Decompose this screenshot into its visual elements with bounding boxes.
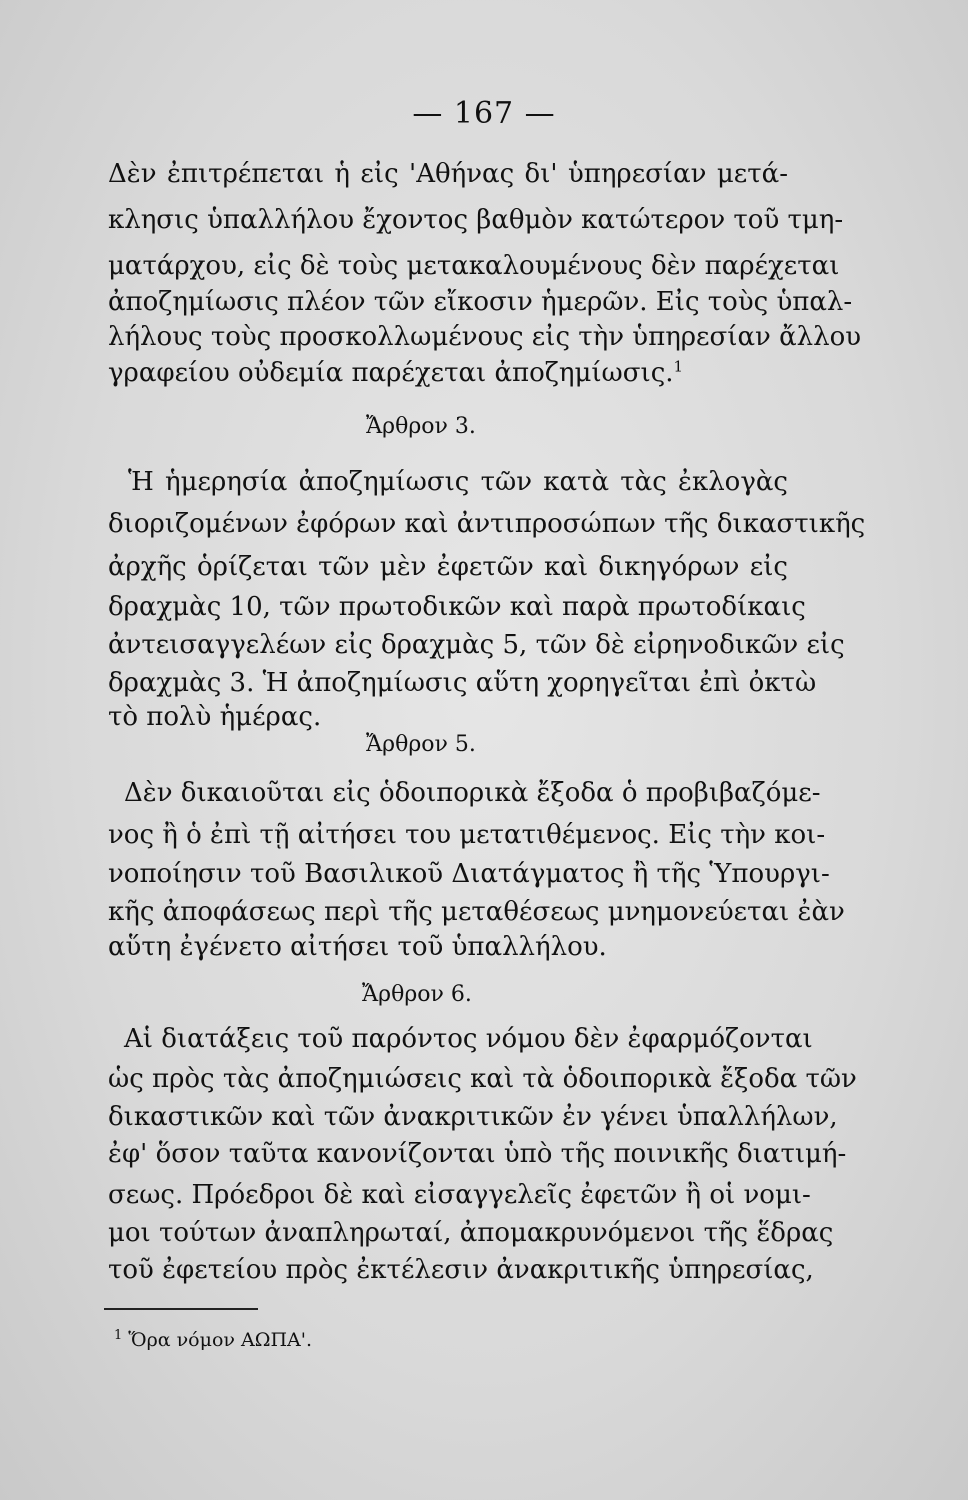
text-line: νος ἢ ὁ ἐπὶ τῇ αἰτήσει του μετατιθέμενος. Εἰς τὴν κοι- [108, 820, 826, 850]
text-line: ἀρχῆς ὁρίζεται τῶν μὲν ἐφετῶν καὶ δικηγόρων εἰς [108, 552, 788, 582]
text-line: αὕτη ἐγένετο αἰτήσει τοῦ ὑπαλλήλου. [108, 932, 607, 962]
text-line: γραφείου οὐδεμία παρέχεται ἀποζημίωσις. [108, 358, 674, 388]
text-line: σεως. Πρόεδροι δὲ καὶ εἰσαγγελεῖς ἐφετῶν ἢ οἱ νομι- [108, 1180, 811, 1210]
text-line: Δὲν δικαιοῦται εἰς ὁδοιπορικὰ ἔξοδα ὁ προβιβαζόμε- [124, 778, 821, 808]
text-line: κλησις ὑπαλλήλου ἔχοντος βαθμὸν κατώτερον τοῦ τμη- [108, 205, 844, 235]
page-number: — 167 — [412, 96, 556, 131]
text-line: δραχμὰς 10, τῶν πρωτοδικῶν καὶ παρὰ πρωτοδίκαις [108, 592, 806, 622]
footnote-mark: 1 [114, 1327, 123, 1343]
article-heading: Ἄρθρον 6. [362, 982, 472, 1007]
footnote [114, 1329, 312, 1351]
footnote-text: Ὅρα νόμον ΑΩΠΑ'. [128, 1329, 313, 1351]
article-heading: Ἄρθρον 5. [366, 732, 476, 757]
text-line: δραχμὰς 3. Ἡ ἀποζημίωσις αὕτη χορηγεῖται ἐπὶ ὀκτὼ [108, 668, 817, 698]
text-line: νοποίησιν τοῦ Βασιλικοῦ Διατάγματος ἢ τῆς Ὑπουργι- [108, 859, 830, 889]
text-line: ἀντεισαγγελέων εἰς δραχμὰς 5, τῶν δὲ εἰρηνοδικῶν εἰς [108, 630, 845, 660]
text-line: τὸ πολὺ ἡμέρας. [108, 702, 322, 732]
text-line: ἐφ' ὅσον ταῦτα κανονίζονται ὑπὸ τῆς ποινικῆς διατιμή- [108, 1139, 847, 1169]
text-line: Ἡ ἡμερησία ἀποζημίωσις τῶν κατὰ τὰς ἐκλογὰς [128, 467, 788, 497]
text-line: δικαστικῶν καὶ τῶν ἀνακριτικῶν ἐν γένει ὑπαλλήλων, [108, 1102, 838, 1132]
article-heading: Ἄρθρον 3. [366, 414, 476, 439]
text-line: ὡς πρὸς τὰς ἀποζημιώσεις καὶ τὰ ὁδοιπορικὰ ἔξοδα τῶν [108, 1064, 857, 1094]
text-line: κῆς ἀποφάσεως περὶ τῆς μεταθέσεως μνημονεύεται ἐὰν [108, 897, 845, 927]
text-line: μοι τούτων ἀναπληρωταί, ἀπομακρυνόμενοι τῆς ἕδρας [108, 1218, 834, 1248]
footnote-divider [104, 1308, 258, 1310]
text-line: διοριζομένων ἐφόρων καὶ ἀντιπροσώπων τῆς δικαστικῆς [108, 509, 866, 539]
text-line: τοῦ ἐφετείου πρὸς ἐκτέλεσιν ἀνακριτικῆς ὑπηρεσίας, [108, 1255, 814, 1285]
text-line: Αἱ διατάξεις τοῦ παρόντος νόμου δὲν ἐφαρμόζονται [124, 1024, 813, 1054]
text-line-with-footnote-ref [108, 356, 788, 390]
text-line: ἀποζημίωσις πλέον τῶν εἴκοσιν ἡμερῶν. Εἰς τοὺς ὑπαλ- [108, 287, 853, 317]
text-line: Δὲν ἐπιτρέπεται ἡ εἰς 'Αθήνας δι' ὑπηρεσίαν μετά- [108, 159, 788, 189]
text-line: λήλους τοὺς προσκολλωμένους εἰς τὴν ὑπηρεσίαν ἄλλου [108, 322, 862, 352]
text-line: ματάρχου, εἰς δὲ τοὺς μετακαλουμένους δὲν παρέχεται [108, 251, 840, 281]
footnote-reference: 1 [673, 357, 684, 376]
